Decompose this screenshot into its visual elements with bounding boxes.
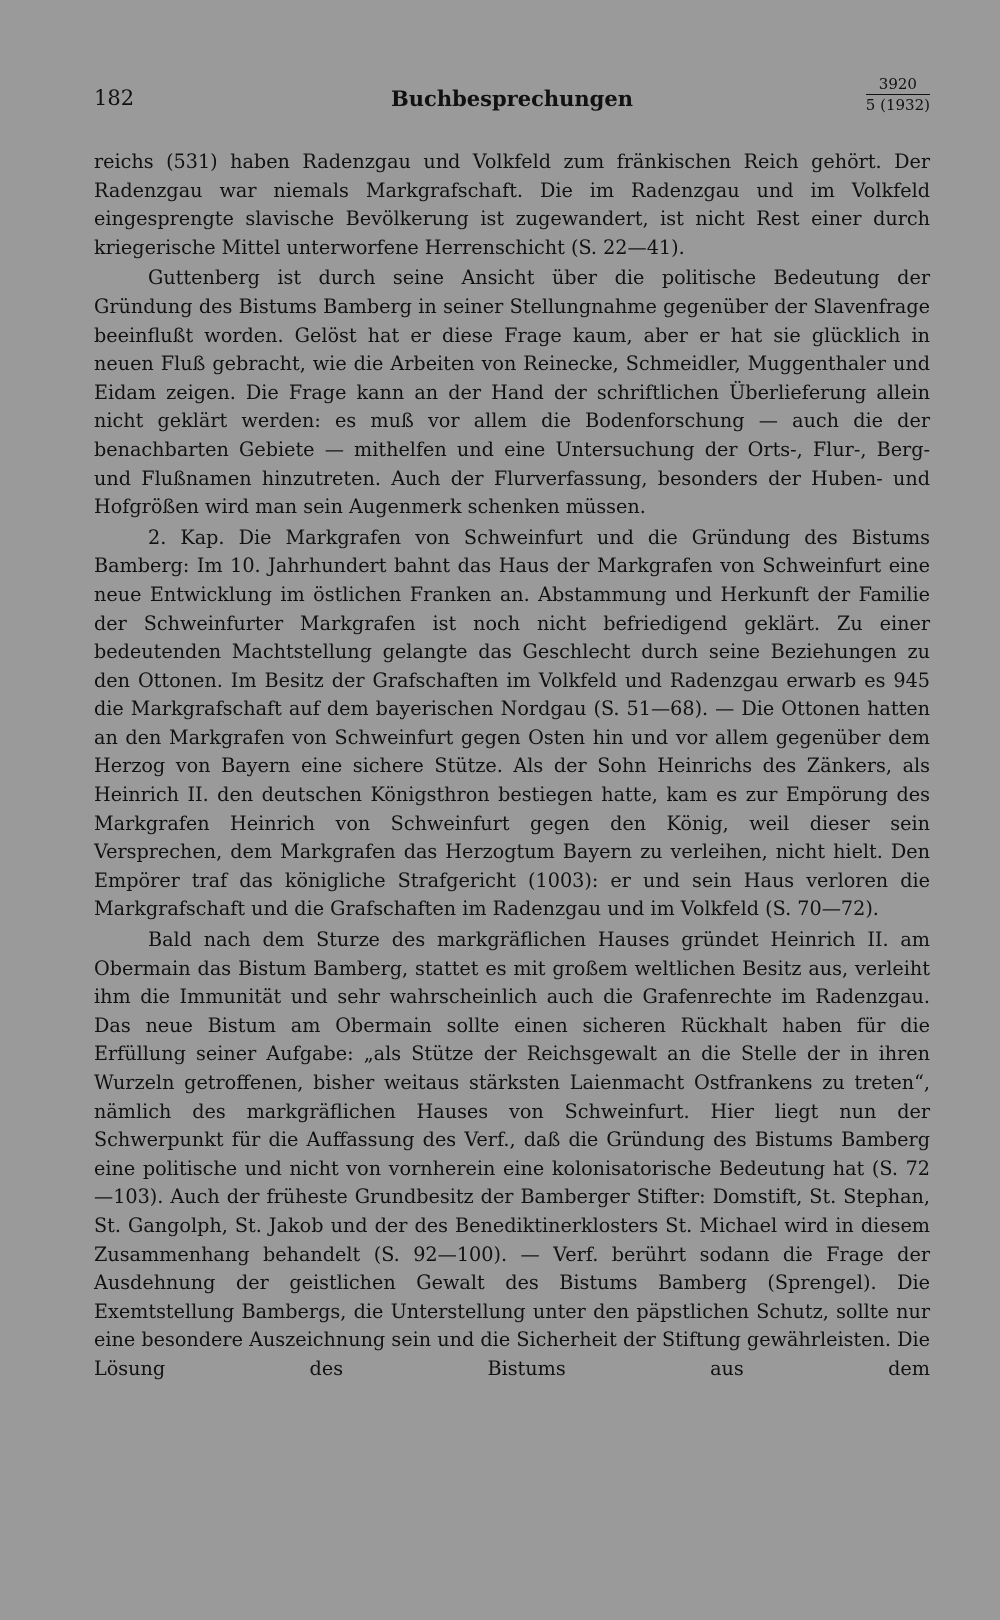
paragraph bbox=[94, 148, 930, 262]
volume-issue bbox=[866, 76, 930, 113]
paragraph bbox=[94, 524, 930, 924]
paragraph-text: reichs (531) haben Radenzgau und Volkfeld zum fränkischen Reich gehört. Der Radenzgau war niemals Markgrafschaft. Die im Radenzgau und im Volkfeld eingesprengte slavische Bevölkerung ist zugewandert, ist nicht Rest einer durch kriegerische Mittel unterworfene Herrenschicht (S. 22—41). bbox=[94, 150, 930, 259]
running-head: Buchbesprechungen bbox=[391, 86, 633, 111]
issue-year: 5 (1932) bbox=[865, 95, 930, 114]
page-header bbox=[94, 75, 930, 130]
paragraph bbox=[94, 926, 930, 1384]
page-number: 182 bbox=[94, 86, 135, 110]
volume-number: 3920 bbox=[866, 76, 930, 95]
paragraph bbox=[94, 264, 930, 521]
paragraph-text: Guttenberg ist durch seine Ansicht über die politische Bedeutung der Gründung des Bistums Bamberg in seiner Stellungnahme gegenüber der Slavenfrage beeinflußt worden. Gelöst hat er diese Frage kaum, aber er hat sie glücklich in neuen Fluß gebracht, wie die Arbeiten von Reinecke, Schmeidler, Muggenthaler und Eidam zeigen. Die Frage kann an der Hand der schriftlichen Überlieferung allein nicht geklärt werden: es muß vor allem die Bodenforschung — auch die der benachbarten Gebiete — mithelfen und eine Untersuchung der Orts-, Flur-, Berg- und Flußnamen hinzutreten. Auch der Flurverfassung, besonders der Huben- und Hofgrößen wird man sein Augenmerk schenken müssen. bbox=[94, 266, 930, 519]
paragraph-text: Bald nach dem Sturze des markgräflichen Hauses gründet Heinrich II. am Obermain das Bistum Bamberg, stattet es mit großem weltlichen Besitz aus, verleiht ihm die Immunität und sehr wahrscheinlich auch die Grafenrechte im Radenzgau. Das neue Bistum am Obermain sollte einen sicheren Rückhalt haben für die Erfüllung seiner Aufgabe: „als Stütze der Reichsgewalt an die Stelle der in ihren Wurzeln getroffenen, bisher weitaus stärksten Laienmacht Ostfrankens zu treten“, nämlich des markgräflichen Hauses von Schweinfurt. Hier liegt nun der Schwerpunkt für die Auffassung des Verf., daß die Gründung des Bistums Bamberg eine politische und nicht von vornherein eine kolonisatorische Bedeutung hat (S. 72—103). Auch der früheste Grundbesitz der Bamberger Stifter: Domstift, St. Stephan, St. Gangolph, St. Jakob und der des Benediktinerklosters St. Michael wird in diesem Zusammenhang behandelt (S. 92—100). — Verf. berührt sodann die Frage der Ausdehnung der geistlichen Gewalt des Bistums Bamberg (Sprengel). Die Exemtstellung Bambergs, die Unterstellung unter den päpstlichen Schutz, sollte nur eine besondere Auszeichnung sein und die Sicherheit der Stiftung gewährleisten. Die Lösung des Bistums aus dem bbox=[94, 928, 930, 1380]
review-text bbox=[94, 148, 930, 1386]
paragraph-text: 2. Kap. Die Markgrafen von Schweinfurt und die Gründung des Bistums Bamberg: Im 10. Jahrhundert bahnt das Haus der Markgrafen von Schweinfurt eine neue Entwicklung im östlichen Franken an. Abstammung und Herkunft der Familie der Schweinfurter Markgrafen ist noch nicht befriedigend geklärt. Zu einer bedeutenden Machtstellung gelangte das Geschlecht durch seine Beziehungen zu den Ottonen. Im Besitz der Grafschaften im Volkfeld und Radenzgau erwarb es 945 die Markgrafschaft auf dem bayerischen Nordgau (S. 51—68). — Die Ottonen hatten an den Markgrafen von Schweinfurt gegen Osten hin und vor allem gegenüber dem Herzog von Bayern eine sichere Stütze. Als der Sohn Heinrichs des Zänkers, als Heinrich II. den deutschen Königsthron bestiegen hatte, kam es zur Empörung des Markgrafen Heinrich von Schweinfurt gegen den König, weil dieser sein Versprechen, dem Markgrafen das Herzogtum Bayern zu verleihen, nicht hielt. Den Empörer traf das königliche Strafgericht (1003): er und sein Haus verloren die Markgrafschaft und die Grafschaften im Radenzgau und im Volkfeld (S. 70—72). bbox=[94, 525, 930, 921]
